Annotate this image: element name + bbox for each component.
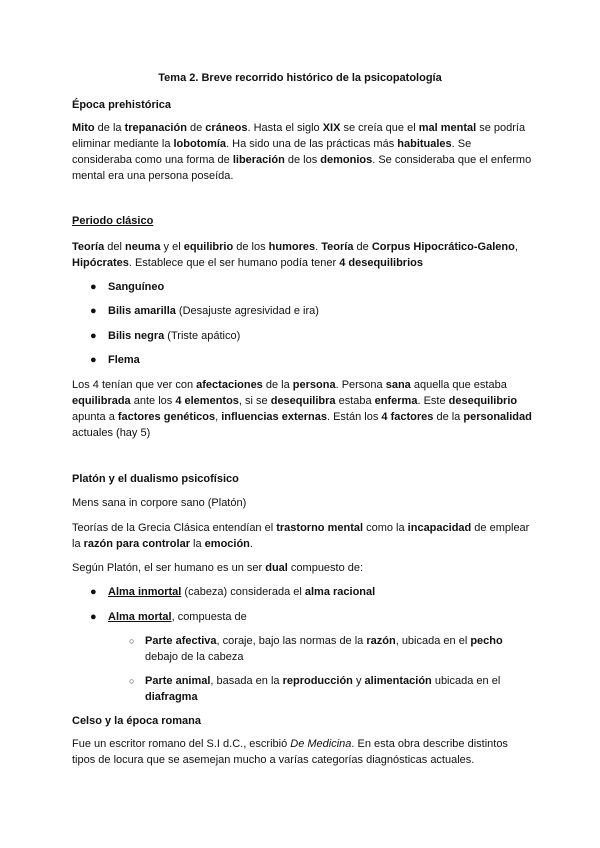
bullet-icon: ● [90, 586, 97, 598]
sub-list-item: ○ Parte afectiva, coraje, bajo las normas de la razón, ubicada en el pecho debajo de la cabeza [129, 635, 503, 663]
paragraph-clasico-intro: Teoría del neuma y el equilibrio de los humores. Teoría de Corpus Hipocrático-Galeno, Hipócrates. Establece que el ser humano podía tener 4 desequilibrios [72, 241, 518, 269]
list-item-humor: ● Bilis amarilla (Desajuste agresividad e ira) [90, 305, 319, 317]
heading-prehistoria: Época prehistórica [72, 99, 172, 111]
list-item-alma: ● Alma mortal, compuesta de [90, 611, 247, 623]
paragraph-platon-teorias: Teorías de la Grecia Clásica entendían el trastorno mental como la incapacidad de emplear la razón para controlar la emoción. [72, 522, 530, 550]
sub-list-item: ○ Parte animal, basada en la reproducción y alimentación ubicada en el diafragma [129, 675, 501, 703]
bullet-icon: ● [90, 281, 97, 293]
paragraph-clasico-factores: Los 4 tenían que ver con afectaciones de la persona. Persona sana aquella que estaba equilibrada ante los 4 elementos, si se desequilibra estaba enferma. Este desequilibrio apunta a factores genéticos, influencias externas. Están los 4 factores de la personalidad actuales (hay 5) [72, 379, 532, 439]
list-item-humor: ● Sanguíneo [90, 281, 165, 293]
bullet-icon: ● [90, 330, 97, 342]
heading-clasico: Periodo clásico [72, 215, 154, 227]
bullet-icon: ● [90, 611, 97, 623]
heading-celso: Celso y la época romana [72, 715, 201, 727]
paragraph-prehistoria: Mito de la trepanación de cráneos. Hasta el siglo XIX se creía que el mal mental se podría eliminar mediante la lobotomía. Ha sido una de las prácticas más habituales. Se consideraba como una forma de liberación de los demonios. Se consideraba que el enfermo mental era una persona poseída. [72, 122, 532, 182]
circle-bullet-icon: ○ [129, 676, 135, 686]
paragraph-platon-lema: Mens sana in corpore sano (Platón) [72, 497, 247, 509]
circle-bullet-icon: ○ [129, 636, 135, 646]
document-title: Tema 2. Breve recorrido histórico de la psicopatología [158, 72, 442, 84]
paragraph-platon-dual: Según Platón, el ser humano es un ser dual compuesto de: [72, 562, 364, 574]
paragraph-celso: Fue un escritor romano del S.I d.C., escribió De Medicina. En esta obra describe distintos tipos de locura que se asemejan mucho a varías categorías diagnósticas actuales. [72, 738, 508, 766]
list-item-alma: ● Alma inmortal (cabeza) considerada el alma racional [90, 586, 376, 598]
bullet-icon: ● [90, 305, 97, 317]
list-item-humor: ● Flema [90, 354, 140, 366]
list-item-humor: ● Bilis negra (Triste apático) [90, 330, 241, 342]
heading-platon: Platón y el dualismo psicofísico [72, 473, 239, 485]
bullet-icon: ● [90, 354, 97, 366]
